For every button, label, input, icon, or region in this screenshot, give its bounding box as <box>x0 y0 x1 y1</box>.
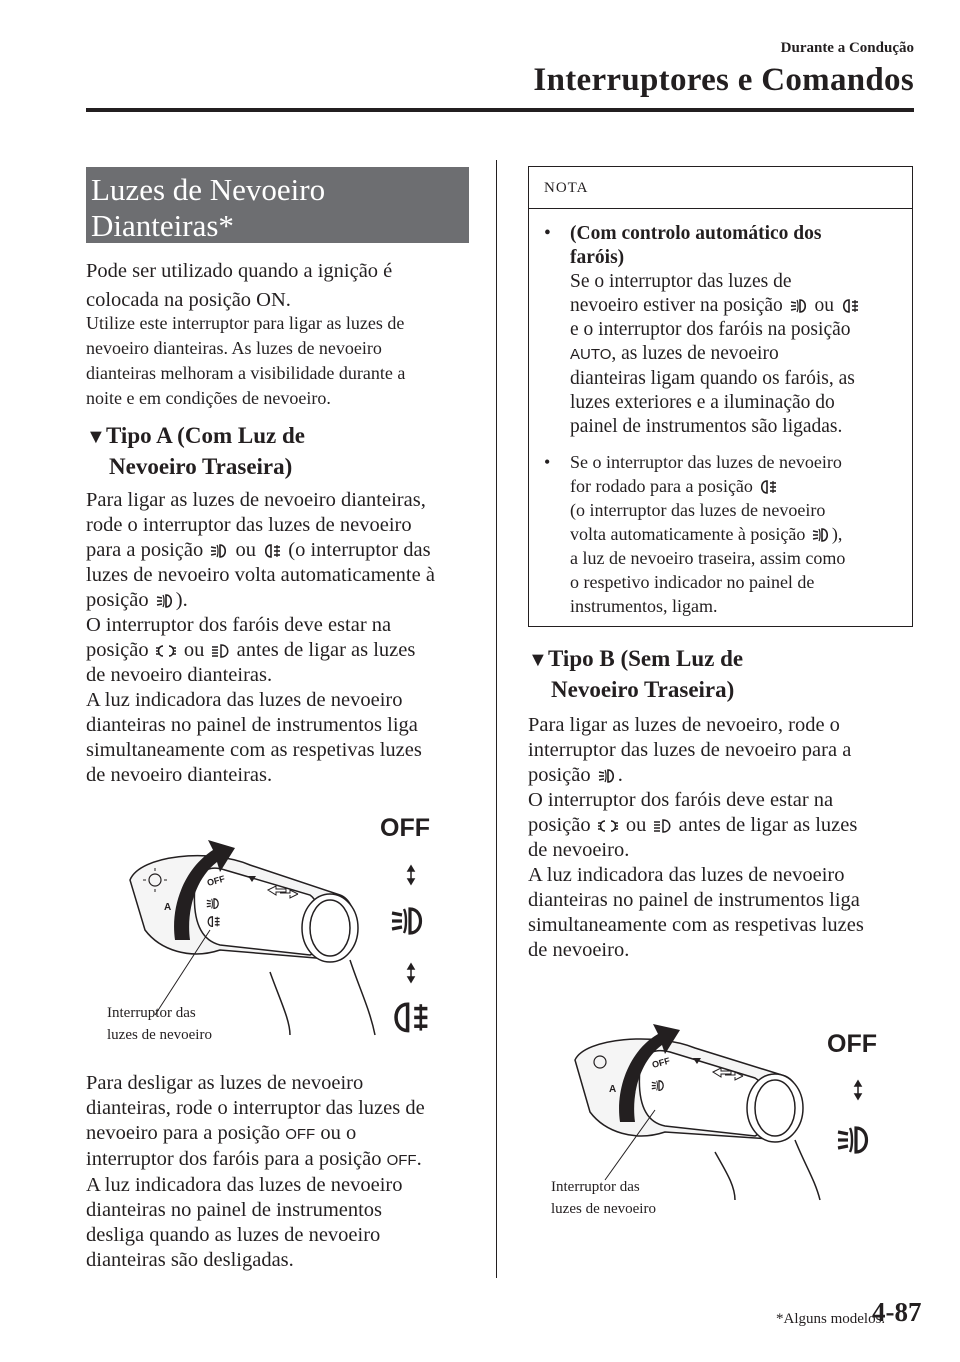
caption-line: Interruptor das <box>107 1005 196 1021</box>
front-fog-icon <box>598 769 616 784</box>
text-line: Pode ser utilizado quando a ignição é <box>86 260 393 282</box>
text-line: posição . <box>528 764 623 786</box>
text-line: Para desligar as luzes de nevoeiro <box>86 1072 364 1094</box>
text-line: Para ligar as luzes de nevoeiro, rode o <box>528 714 840 736</box>
tipo-b-paragraph <box>528 713 864 963</box>
text-line: rode o interruptor das luzes de nevoeiro <box>86 514 412 536</box>
text-line: nevoeiro dianteiras. As luzes de nevoeiro <box>86 338 382 358</box>
turn-off-paragraph <box>86 1071 425 1273</box>
text-line: desliga quando as luzes de nevoeiro <box>86 1224 381 1246</box>
note-item-2: • Se o interruptor das luzes de nevoeiro for rodado para a posição (o interruptor das luzes de nevoeiro volta automaticamente à posição ), a luz de nevoeiro traseira, assim como o respetivo indicador no painel de instrumentos, ligam. <box>544 452 846 616</box>
subheading-line: Nevoeiro Traseira) <box>109 454 293 479</box>
off-key-label: OFF <box>386 1152 417 1169</box>
off-label-small: OFF <box>205 873 226 888</box>
text-line: posição ). <box>86 589 188 611</box>
parking-light-icon <box>156 644 177 659</box>
note-heading: NOTA <box>529 167 912 209</box>
section-title-line1: Luzes de Nevoeiro <box>91 172 326 207</box>
off-position-label: OFF <box>380 814 430 842</box>
page-number: 4-87 <box>872 1297 922 1327</box>
front-fog-position-icon <box>838 1128 867 1152</box>
section-title-box <box>86 167 469 243</box>
triangle-bullet-icon: ▼ <box>86 426 106 448</box>
off-label-small: OFF <box>650 1055 671 1070</box>
figure-a-caption <box>107 1002 212 1046</box>
text-line: posição ou antes de ligar as luzes <box>528 814 858 836</box>
note-box <box>528 166 913 627</box>
auto-key-label: AUTO <box>570 346 612 363</box>
intro-paragraph-2 <box>86 311 405 411</box>
note-bold-line: (Com controlo automático dos <box>570 223 822 244</box>
caption-line: luzes de nevoeiro <box>551 1201 656 1217</box>
footnote: *Alguns modelos. <box>776 1311 886 1327</box>
rear-fog-icon <box>263 544 281 559</box>
text-line: A luz indicadora das luzes de nevoeiro <box>86 1174 403 1196</box>
subheading-line: Tipo A (Com Luz de <box>106 423 305 448</box>
text-line: simultaneamente com as respetivas luzes <box>528 914 864 936</box>
text-line: Utilize este interruptor para ligar as luzes de <box>86 313 405 333</box>
text-line: posição ou antes de ligar as luzes <box>86 639 416 661</box>
front-fog-icon <box>812 528 830 543</box>
text-line: noite e em condições de nevoeiro. <box>86 388 331 408</box>
text-line: Para ligar as luzes de nevoeiro dianteiras, <box>86 489 426 511</box>
text-line: A luz indicadora das luzes de nevoeiro <box>86 689 403 711</box>
subheading-line: Tipo B (Sem Luz de <box>548 646 744 671</box>
subheading-tipo-b <box>528 644 743 704</box>
note-item-1: • (Com controlo automático dos faróis) Se o interruptor das luzes de nevoeiro estiver na posição ou e o interruptor dos faróis na posição AUTO, as luzes de nevoeiro dianteiras ligam quando os faróis, as luzes exteriores e a iluminação do painel de instrumentos são ligadas. <box>544 222 904 439</box>
intro-paragraph <box>86 259 392 313</box>
off-position-label: OFF <box>827 1030 877 1058</box>
parking-light-icon <box>598 819 619 834</box>
text-line: de nevoeiro. <box>528 839 630 861</box>
tipo-a-paragraph <box>86 488 435 788</box>
header-divider <box>86 108 914 112</box>
front-fog-icon <box>156 594 174 609</box>
rear-fog-position-icon <box>396 1004 427 1030</box>
subheading-tipo-a <box>86 421 305 481</box>
text-line: dianteiras no painel de instrumentos liga <box>528 889 860 911</box>
subheading-line: Nevoeiro Traseira) <box>551 677 735 702</box>
text-line: de nevoeiro. <box>528 939 630 961</box>
text-line: O interruptor dos faróis deve estar na <box>528 789 834 811</box>
off-key-label: OFF <box>285 1126 316 1143</box>
front-fog-icon <box>790 299 808 314</box>
triangle-bullet-icon: ▼ <box>528 649 548 671</box>
text-line: simultaneamente com as respetivas luzes <box>86 739 422 761</box>
figure-b-caption <box>551 1176 656 1220</box>
headlight-icon <box>212 644 230 659</box>
text-line: dianteiras melhoram a visibilidade durante a <box>86 363 406 383</box>
front-fog-position-icon <box>392 909 421 933</box>
headlight-icon <box>654 819 672 834</box>
section-header: Durante a Condução <box>780 40 914 56</box>
chapter-title: Interruptores e Comandos <box>533 62 914 98</box>
text-line: luzes de nevoeiro volta automaticamente à <box>86 564 435 586</box>
auto-label-small: A <box>164 902 172 913</box>
column-divider <box>496 160 497 1278</box>
section-title-line2: Dianteiras* <box>91 208 234 243</box>
caption-line: Interruptor das <box>551 1179 640 1195</box>
text-line: dianteiras no painel de instrumentos <box>86 1199 383 1221</box>
bullet: • <box>544 223 551 244</box>
text-line: dianteiras são desligadas. <box>86 1249 294 1271</box>
bullet: • <box>544 452 551 472</box>
text-line: A luz indicadora das luzes de nevoeiro <box>528 864 845 886</box>
text-line: de nevoeiro dianteiras. <box>86 664 273 686</box>
text-line: para a posição ou (o interruptor das <box>86 539 431 561</box>
rear-fog-icon <box>759 480 777 495</box>
caption-line: luzes de nevoeiro <box>107 1027 212 1043</box>
auto-label-small: A <box>609 1084 617 1095</box>
text-line: interruptor dos faróis para a posição OFF. <box>86 1148 422 1170</box>
text-line: dianteiras, rode o interruptor das luzes de <box>86 1097 425 1119</box>
text-line: nevoeiro para a posição OFF ou o <box>86 1122 357 1144</box>
text-line: de nevoeiro dianteiras. <box>86 764 273 786</box>
text-line: O interruptor dos faróis deve estar na <box>86 614 392 636</box>
text-line: colocada na posição ON. <box>86 289 291 311</box>
front-fog-icon <box>210 544 228 559</box>
note-bold-line: faróis) <box>570 247 625 268</box>
text-line: interruptor das luzes de nevoeiro para a <box>528 739 852 761</box>
text-line: dianteiras no painel de instrumentos liga <box>86 714 418 736</box>
rear-fog-icon <box>841 299 859 314</box>
